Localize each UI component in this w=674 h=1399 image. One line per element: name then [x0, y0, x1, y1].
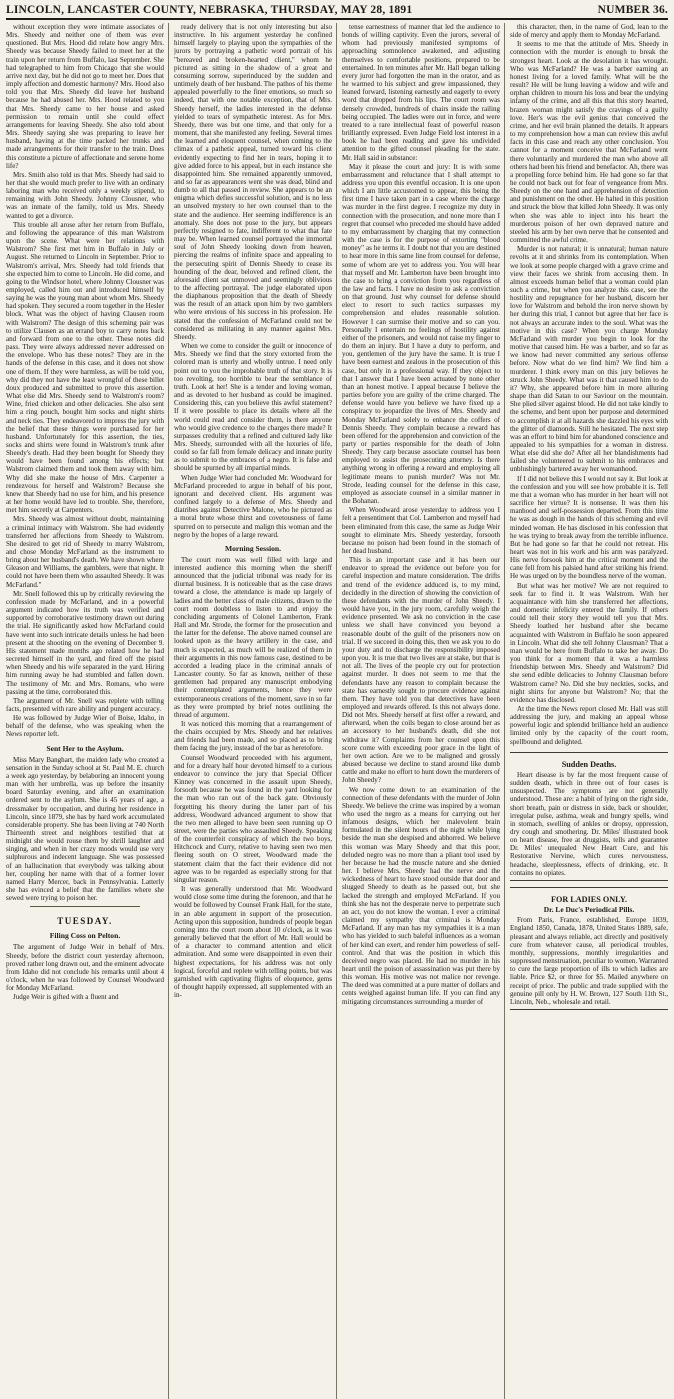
article-paragraph: The argument of Mr. Snell was replete with telling facts, presented with rare ability and pungent accuracy.: [6, 696, 164, 713]
article-paragraph: May it please the court and jury: It is with some embarrassment and reluctance that I shall attempt to address you upon this eventful occasion. It is one upon which I am little accustomed to appear, this being the first time I have taken part in a case where the charge was murder in the first degree. I recognize my duty in connection with the prosecution, and none more than I regret that counsel who preceded me should have added to my embarrassment by charging that my connection with the case is for the purpose of extorting "blood money" as he terms it. I doubt not that you are destined to hear more in this same line from counsel for defense, some of whom are yet to address you. You will hear that myself and Mr. Lamberton have been brought into the case to bring a conviction from you regardless of the law and facts. I have no desire to ask a conviction on that ground. Just why counsel for defense should elect to resort to such tactics surpasses my comprehension and eludes reasonable solution. However I can surmise their motive and so can you. Personally I entertain no feelings of hostility against either of the prisoners, and would not raise my finger to do them an injury. But I have a duty to perform, and you, gentlemen of the jury have the same. It is true I have been earnest and zealous in the prosecution of this case, but only in a professional way. If they object to that I answer that I have been actuated by none other than an honest motive. I appeal because I believe the parties before you are guilty of the crime charged. The defense would have you believe we have fixed up a conspiracy to jeopardize the lives of Mrs. Sheedy and Monday McFarland solely to enhance the coffers of Dennis Sheedy. They complain because a reward has been offered for the apprehension and conviction of the party or parties responsible for the death of John Sheedy. They carp because associate counsel has been employed to assist the prosecuting attorney. Is there anything wrong in offering a reward and employing all legitimate means to punish murder? Was not Mr. Strode, leading counsel for the defense in this case, employed as associate counsel in a similar manner in the Bohanan.: [342, 162, 500, 506]
article-paragraph: The court room was well filled with large and interested audience this morning when the sheriff announced that the judicial tribunal was ready for its diurnal business. It is noticeable that as the case draws toward a close, the attendance is made up largely of ladies and the better class of male citizens, drawn to the court room doubtless to listen to and enjoy the concluding arguments of Colonel Lamberton, Frank Hall and Mr. Strode, the former for the prosecution and the latter for the defense. The above named counsel are looked upon as the heavy artillery in the case, and much is expected, as much will be realized of them in their arguments in this now famous case, destined to be accorded a leading place in the criminal annals of Lancaster county. So far as known, neither of these gentlemen had prepared any manuscript embodying their contemplated arguments, hence they were extemporaneous creations of the moment, save in so far as they were prompted by brief notes outlining the thread of argument.: [174, 555, 332, 719]
article-paragraph: ready delivery that is not only interesting but also instructive. In his argument yesterday he confined himself largely to playing upon the sympathies of the jurors by portraying a pathetic word portrait of his "bereaved and broken-hearted client," whom he pictured as sitting in the shadow of a great and consuming sorrow, superinduced by the sudden and untimely death of her husband. The pathos of his theme appealed powerfully to the finer emotions, so much so indeed, that with one notable exception, that of Mrs. Sheedy herself, the ladies interested in the defense yielded to tears of sympathetic interest. As for Mrs. Sheedy, there was but one time, and that only for a moment, that she manifested any feeling. Several times the learned and eloquent counsel, when coming to the climax of a pathetic appeal, turned toward his client evidently expecting to find her in tears, hoping it to give added force to his appeal, but in each instance she disappointed him. She remained apparently unmoved, and so far as appearances went she was dead, blind and dumb to all that passed in review. She appears to be an enigma which defies successful solution, and is no less an unsolved mystery to her own counsel than to the state and the audience. Her seeming indifference is an anomaly. She does not pose to the jury, but appears perfectly resigned to fate, indifferent to what that fate may be. When learned counsel portrayed the immortal soul of John Sheedy looking down from heaven, piercing the realms of infinite space and appealing to the persecuting spirit of Dennis Sheedy to cease its hounding of the dear, beloved and refined client, the aforesaid client sat unmoved and seemingly oblivious to the affecting portrayal. The judge elaborated upon the diaphanous proposition that the death of Sheedy was the result of an attack upon him by two gamblers who were envious of his success in his profession. He stated that the confession of McFarland could not be considered as militating in any manner against Mrs. Sheedy.: [174, 23, 332, 341]
article-paragraph: But what was her motive? We are not required to seek far to find it. It was Walstrom. With her acquaintance with him she transferred her affections, and domestic infelicity entered the family. If others could tell their story they would tell you that Mrs. Sheedy loathed her husband after she became acquainted with Walstrom in Buffalo he soon appeared in Lincoln. What did she tell Johnny Clausman? That a man would be here from Buffalo to take her away. Do you think for a moment that it was a harmless friendship between Mrs. Sheedy and Walstrom? Did she send edible delicacies to Johnny Clausman before Walstrom came? No. Did she buy neckties, socks, and night shirts for anyone but Walstrom? No; that the evidence has disclosed.: [510, 581, 668, 704]
article-paragraph: If I did not believe this I would not say it. But look at the confession and you will see how probable it is. Tell me that a woman who has murder in her heart will not sacrifice her virtue? It is nonsense. It was then his manhood and self-possession departed. From this time he was as dough in the hands of this scheming and evil minded woman. He has disclosed in his confession that he was trying to break away from the terrible influence. But he had gone so far that he could not retreat. His heart was not in his work and his arm was paralyzed. His nerve forsook him at the critical moment and the cane fell from his palsied hand after striking his friend. He was urged on by the boundless nerve of the woman.: [510, 474, 668, 581]
article-paragraph: When we come to consider the guilt or innocence of Mrs. Sheedy we find that the story extorted from the colored man is utterly and wholly untrue. I need only point out to you the improbable truth of that story. It is too revolting, too horrible to bear the semblance of truth. Look at her! She is a tender and loving woman, and as devoted to her husband as could be imagined. Considering this, can you believe this awful statement? If it were possible to place its details where all the world could read and consider them, is there anyone who would give credence to the charges there made? It surpasses credulity that a refined and cultured lady like Mrs. Sheedy, surrounded with all the luxuries of life, could so far fall from female delicacy and innate purity as to submit to the embraces of a negro. It is false and should be spurned by all impartial minds.: [174, 342, 332, 473]
article-paragraph: This is an important case and it has been our endeavor to spread the evidence out before you for careful inspection and mature consideration. The drifts and trend of the evidence adduced is, to my mind, decidedly in the direction of showing the conviction of these defendants with the murder of John Sheedy. I would have you, in the jury room, carefully weigh the evidence presented. We ask no conviction in the case unless we shall have convinced you beyond a reasonable doubt of the guilt of the prisoners now on trial. If we succeed in doing this, then we ask you to do your duty and to discharge the responsibility imposed upon you. It is true that two lives are at stake, but that is not all. The lives of the people cry out for protection against murder. It does not seem to me that the defendants have any reason to complain because the state has earnestly sought to procure evidence against them. They have told you that detectives have been employed and rewards offered. Is this not always done. Did not Mrs. Sheedy herself at first offer a reward, and afterward, when the coils began to close around her as an accessory to her husband's death, did she not withdraw it? Complaints from her counsel upon this score come with exceeding poor grace in the light of her own action. Are we to be maligned and grossly abused because we decline to stand around like dumb cattle and make no effort to hunt down the murderers of John Sheedy?: [342, 556, 500, 785]
article-paragraph: tense earnestness of manner that led the audience to bonds of willing captivity. Even the jurors, several of whom had previously manifested symptoms of approaching somnolence awakened, and adjusting themselves to comfortable positions, prepared to be entertained. In ten minutes after Mr. Hall began talking every juror had forgotten the man in the orator, and as he warmed to his subject and grew impassioned, they leaned forward, listening earnestly and eagerly to every word that dropped from his lips. The court room was densely crowded, hundreds of chairs inside the railing being occupied. The ladies were out in force, and were treated to a rare intellectual feast of powerful reason brilliantly expressed. Even Judge Field lost interest in a book he had been reading and gave his undivided attention to the gifted counsel pleading for the state. Mr. Hall said in substance:: [342, 23, 500, 162]
advertisement-heart: [510, 752, 668, 881]
column-1: [6, 23, 169, 1399]
article-paragraph: It seems to me that the attitude of Mrs. Sheedy in connection with the murder is enough to break the strongest heart. Look at the desolation it has wrought. Who was McFarland? He was a barber earning an honest living for a loved family. What will be the result? He will be hung leaving a widow and wife and orphan children to mourn his loss and bear the undying infamy of the crime, and all this that this story hearted, brazen woman might satisfy the cravings of a guilty love. Her's was the evil genius that conceived the crime, and her evil brain planned the details. It appears to my comprehension how a man can review this awful facts in this case and reach any other conclusion. You cannot for a moment conceive that McFarland went there voluntarily and murdered the man who above all others had been his friend and benefactor. Ah, there was a propelling force behind him. He had gone so far that he could not back out for fear of vengeance from Mrs. Sheedy on the one hand and apprehension of detection and punishment on the other. He halted in this position and struck the blow that killed John Sheedy. It was only when she was able to inject into his heart the murderous poison of her own depraved nature and steeled his arm by her own nerve that he consented and committed the awful crime.: [510, 40, 668, 245]
headline-morning-session: Morning Session.: [224, 543, 282, 553]
column-2: [174, 23, 337, 1399]
divider: [30, 906, 140, 907]
article-columns: [6, 23, 668, 1399]
headline-tuesday: TUESDAY.: [57, 916, 113, 927]
article-paragraph: We now come down to an examination of the connection of these defendants with the murder of John Sheedy. We believe the crime was inspired by a woman who used the negro as a means for carrying out her infamous designs, which her malevolent brain formulated in the silent hours of the night while lying beside the man she despised and abhorred. We believe this woman was Mary Sheedy and that this poor, deluded negro was no more than a pliant tool used by her because he had the muscle nature and she denied her. I believe Mrs. Sheedy had the nerve and the wickedness of heart to have stood outside that door and slugged Sheedy to death as he passed out, but she lacked the strength and employed McFarland. If you think she has not the desperate nerve to perpetrate such an act, you do not know the woman. I ever a criminal claimed my sympathy that criminal is Monday McFarland. If any man has my sympathies it is a man who has yielded to such baleful influences as a woman of her kind can exert, and render him powerless of self-control. And that was the position in which this deceived negro was placed. He had no murder in his heart until the poison of assassination was put there by this woman. His motive was not malice nor revenge. The deed was committed at a pure matter of dollars and cents weighed against human life. If you can find any mitigating circumstances surrounding a murder of: [342, 785, 500, 1006]
column-4: [510, 23, 668, 1399]
publication-line: LINCOLN, LANCASTER COUNTY, NEBRASKA, THURSDAY, MAY 28, 1891: [6, 4, 413, 16]
ad-headline-sudden-deaths: Sudden Deaths.: [561, 759, 617, 769]
article-paragraph: Mrs. Sheedy was almost without doubt, maintaining a criminal intimacy with Walstrom. She had evidently transferred her affections from Sheedy to Walstrom. She desired to get rid of Sheedy to marry Walstrom, and chose Monday McFarland as the instrument to bring about her husband's death. We have shown where Gleason and Williams, the gamblers, were that night. It could not have been them who assaulted Sheedy. It was McFarland.": [6, 515, 164, 589]
column-3: [342, 23, 505, 1399]
headline-pelton: Filing Coss on Pelton.: [49, 931, 121, 941]
ad-subhead-pills: Dr. Le Duc's Periodical Pills.: [543, 905, 635, 915]
issue-number: NUMBER 36.: [597, 4, 668, 16]
article-paragraph: Judge Weir is gifted with a fluent and: [13, 993, 119, 1002]
ad-headline-ladies: FOR LADIES ONLY.: [550, 894, 628, 904]
article-paragraph: At the time the News report closed Mr. Hall was still addressing the jury, and making an appeal whose powerful logic and splendid brilliance held an audience limited only by the capacity of the court room, spellbound and delighted.: [510, 704, 668, 746]
ad-paragraph: From Paris, France, established, Europe 1839, England 1850, Canada, 1878, United States 1889, safe, pleasant and always reliable, act directly and positively cure from whatever cause, all periodical troubles, monthly, suppressions, monthly irregularities and suppressed menstruation, peculiar to women. Warranted to cure the large proportion of ills to which ladies are liable. Price $2, or three for $5. Mailed anywhere on receipt of price. The public and trade supplied with the genuine pill only by H. W. Brown, 127 South 11th St., Lincoln, Neb., wholesale and retail.: [510, 916, 668, 1006]
article-paragraph: Murder is not natural; it is unnatural; human nature revolts at it and shrinks from its contemplation. When we look at some people charged with a grave crime and view their faces we shrink from accusing them. In almost exceeds human belief that a woman could plan such a crime, but when you analyze this case, see the hostility and repugnance for her husband, discern her love for Walstrom and behold the iron nerve shown by her during this trial, I cannot but agree that her face is not always an accurate index to the soul. What was the motive in this case? When you charge Monday McFarland with murder you begin to look for the motive that caused him. He was a barber, and so far as we know had never committed any serious offense before. Now what do we find him? We find him a murderer. I think every man on this jury believes he struck John Sheedy. What was it that caused him to do it? Why, she appeared before him in more alluring shape than did Satan to our Saviour on the mountain. She plied silver against blood. He did not take kindly to the scheme, and bent upon her purpose and determined to accomplish it at all hazards she dazzled his eyes with the glitter of diamonds. Still he hesitated. The next step was an effort to bind him for abandoned conscience and appealed to his sympathies for a woman in distress. What else did she do? After all her blandishments had failed she volunteered to submit to his embraces and unblushingly bartered away her womanhood.: [510, 245, 668, 474]
article-paragraph: Mr. Snell followed this up by critically reviewing the confession made by McFarland, and in a powerful argument indicated how its truth was verified and supported by corroborative testimony drawn out during the trial. He significantly asked how McFarland could have went into such intricate details unless he had been present at the shooting on the evening of December 9. His statement made months ago related how he had secreted himself in the yard, and fired off the pistol when Sheedy and his wife separated in the yard. Hiring him running away he had stumbled and fallen down. The testimony of Mr. and Mrs. Romans, who were passing at the time, corroborated this.: [6, 589, 164, 696]
article-paragraph: without exception they were intimate associates of Mrs. Sheedy and neither one of them was ever questioned. But Mrs. Hood did relate how angry Mrs. Sheedy was because Sheedy failed to meet her at the train upon her return from Buffalo, last September. She had telegraphed to him from Chicago that she would arrive next day, but he did not go to meet her. Does that imply affection and domestic harmony? Mrs. Hood also told you that Mrs. Sheedy did leave her husband because he had abused her. Mrs. Hood related to you that Mrs. Sheedy came to her house and asked permission to remain until she could effect arrangements for leaving Sheedy. She also told about Mrs. Sheedy saying she was preparing to leave her husband, having at the time packed her trunks and made arrangements for their transfer to the train. Does this constitute a picture of affectionate and serene home life?: [6, 23, 164, 170]
article-paragraph: Miss Mary Banghart, the maiden lady who created a sensation in the Sunday school at St. Paul M. E. church a week ago yesterday, by belaboring an innocent young man with her umbrella, was up before the insanity board Saturday evening, and after an examination ordered sent to the asylum. She is 45 years of age, a dressmaker by occupation, and during her residence in Lincoln, since 1879, she has by hard work accumulated considerable property. She has been living at 740 North Thirteenth street and neighbors testified that at midnight she would rouse them by shrill laughter and singing, and when in her crazy moods would use very sulphurous and indecent language. She was possessed of an hallucination that everybody was talking about her, coupling her name with that of a former lover named Harry Mercer, back in Pennsylvania. Latterly she has evinced a belief that the families where she sewed were trying to poison her.: [6, 755, 164, 903]
article-paragraph: this character, then, in the name of God, lean to the side of mercy and apply them to Monday McFarland.: [510, 23, 668, 40]
masthead: [6, 4, 668, 20]
advertisement-pills: [510, 887, 668, 1010]
article-paragraph: This trouble all arose after her return from Buffalo, and following the appearance of this man Walstrom upon the scene. What were her relations with Walstrom? She first met him in Buffalo in July or August. She returned to Lincoln in September. Prior to Walstrom's arrival, Mrs. Sheedy had told friends that she expected him to come to Lincoln. He did come, and going to the Windsor hotel, where Johnny Clousner was employed, called him out and introduced himself by saying he was the young man about whom Mrs. Sheedy had spoken. They secured a room together in the Hesler block. What was the object of having Clausen room with Walstrom? The design of this scheming pair was to utilize Clausen as an errand boy to carry notes back and forward from one to the other. These notes did pass. They were always addressed never addressed on the envelope. Who has these notes? They are in the hands of the defense in this case, and it does not show one of them. If they were harmless, as will be told you, why did they not have the least wrongful of these billet doux produced and submitted to prove this assertion. What else did Mrs. Sheedy send to Walstrom's room? Wine, fried chicken and other delicacies. She also sent him a ring pouch, bought him socks and night shirts and neck ties. They endeavored to impress the jury with the belief that these things were purchased for her husband. Unfortunately for this assertion, the ties, socks and shirts were found in Walstrom's trunk after Sheedy's death. Had they been bought for Sheedy they would have been found among his effects; but Walstrom claimed them and took them away with him. Why did she make the house of Mrs. Carpenter a rendezvous for herself and Walstrom? Because she knew that Sheedy had no use for him, and his presence at her home would have led to trouble. She, therefore, met him secretly at Carpenters.: [6, 220, 164, 515]
headline-asylum: Sent Her to the Asylum.: [46, 743, 124, 753]
article-paragraph: Counsel Woodward proceeded with his argument, and for a dreary half hour devoted himself to a curious endeavor to convince the jury that Special Officer Kinney was concerned in the assault upon Sheedy, forsooth because he was found in the yard looking for the man who ran out of the back gate. Obviously forgetting his theory during the latter part of his address, Woodward advanced argument to show that the two men alleged to have been seen running up O street, were the parties who assaulted Sheedy. Speaking of the counterfeit conspiracy of which the two boys, Hitchcock and Curry, relative to having seen two men fleeing south on O street, Woodward made the statement claim that the fact their evidence did not agree was to be regarded as especially strong for that singular reason.: [174, 753, 332, 884]
article-paragraph: Mrs. Smith also told us that Mrs. Sheedy had said to her that she would much prefer to live with an ordinary laboring man who received only a weekly stipend, to remaining with John Sheedy. Johnny Clousner, who was an inmate of the family, told us Mrs. Sheedy wanted to get a divorce.: [6, 170, 164, 220]
article-paragraph: The argument of Judge Weir in behalf of Mrs. Sheedy, before the district court yesterday afternoon, proved rather long drawn out, and the eminent advocate from Idaho did not conclude his remarks until about 4 o'clock, when he was followed by Counsel Woodward for Monday McFarland.: [6, 943, 164, 993]
ad-paragraph: Heart disease is by far the most frequent cause of sudden death, which in three out of four cases is unsuspected. The symptoms are not generally understood. These are: a habit of lying on the right side, short breath, pain or distress in side, back or shoulder, irregular pulse, asthma, weak and hungry spells, wind in stomach, swelling of ankles or dropsy, oppression, dry cough and smothering. Dr. Miles' illustrated book on heart disease, free at druggists, tells and guarantee Dr. Miles' unequaled New Heart Cure, and his Restorative Nervine, which cures nervousness, headache, sleeplessness, effects of drinking, etc. It contains no opiates.: [510, 770, 668, 877]
article-paragraph: When Judge Wier had concluded Mr. Woodward for McFarland proceeded to argue in behalf of his poor, ignorant and deceived client. His argument was confined largely to a defense of Mrs. Sheedy and diatribes against Detective Malone, who he pictured as a moral brute whose thirst and covetousness of fame spurred on to persecute and malign this woman and the negro by the hopes of a large reward.: [174, 473, 332, 539]
article-paragraph: It was noticed this morning that a rearrangement of the chairs occupied by Mrs. Sheedy and her relatives and friends had been made, and so placed as to bring them facing the jury, instead of the bar as heretofore.: [174, 719, 332, 753]
article-paragraph: When Woodward arose yesterday to address you I felt a presentiment that Col. Lamberton and myself had been eliminated from this case, the same as Judge Weir sought to eliminate Mrs. Sheedy yesterday, forsooth because no poison had been found in the stomach of her dead husband.: [342, 506, 500, 555]
article-paragraph: It was generally understood that Mr. Woodward would close some time during the forenoon, and that he would be followed by Counsel Frank Hall, for the state, in an able argument in support of the prosecution. Acting upon this supposition, hundreds of people began coming into the court room about 10 o'clock, as it was generally believed that the effort of Mr. Hall would be of a character to command attention and elicit admiration. And some were disappointed in even their highest expectations, for his address was not only logical, forceful and replete with telling points, but was garnished with captivating flights of eloquence, gems of thought happily expressed, all supplemented with an in-: [174, 885, 332, 1000]
article-paragraph: He was followed by Judge Wier of Boise, Idaho, in behalf of the defense, who was speaking when the News reporter left.: [6, 714, 164, 739]
